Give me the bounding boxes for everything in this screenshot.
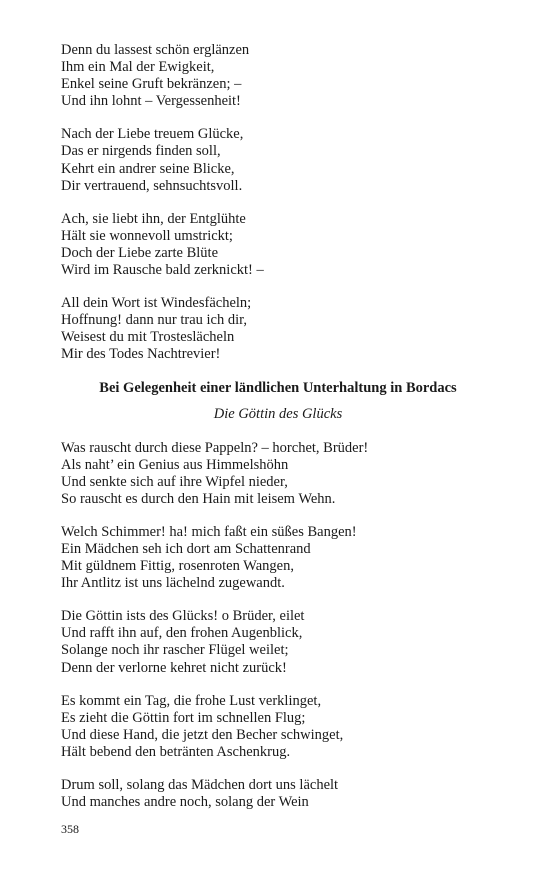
verse-line: Und ihn lohnt – Vergessenheit! xyxy=(61,93,241,110)
verse-line: Wird im Rausche bald zerknickt! – xyxy=(61,262,264,279)
verse-line: Solange noch ihr rascher Flügel weilet; xyxy=(61,642,289,659)
verse-line: Kehrt ein andrer seine Blicke, xyxy=(61,160,235,177)
stanza xyxy=(61,440,501,508)
verse-line: Mir des Todes Nachtrevier! xyxy=(61,346,221,363)
verse-line: Das er nirgends finden soll, xyxy=(61,143,221,160)
page-content xyxy=(61,42,501,827)
stanza xyxy=(61,777,501,811)
verse-line: Nach der Liebe treuem Glücke, xyxy=(61,126,244,143)
verse-line: Hoffnung! dann nur trau ich dir, xyxy=(61,312,247,329)
verse-line: Ach, sie liebt ihn, der Entglühte xyxy=(61,210,246,227)
verse-line: Es zieht die Göttin fort im schnellen Flug; xyxy=(61,709,306,726)
stanza xyxy=(61,524,501,592)
verse-line: So rauscht es durch den Hain mit leisem Wehn. xyxy=(61,490,336,507)
verse-line: Hält bebend den betränten Aschenkrug. xyxy=(61,743,291,760)
verse-line: Denn der verlorne kehret nicht zurück! xyxy=(61,659,287,676)
verse-line: Doch der Liebe zarte Blüte xyxy=(61,244,219,261)
verse-line: Und manches andre noch, solang der Wein xyxy=(61,794,309,811)
verse-line: Und diese Hand, die jetzt den Becher schwinget, xyxy=(61,726,344,743)
verse-line: Weisest du mit Trosteslächeln xyxy=(61,329,235,346)
poem-subtitle: Die Göttin des Glücks xyxy=(213,405,343,422)
stanza xyxy=(61,693,501,761)
verse-line: Mit güldnem Fittig, rosenroten Wangen, xyxy=(61,558,294,575)
verse-line: Ihm ein Mal der Ewigkeit, xyxy=(61,59,215,76)
stanza xyxy=(61,126,501,194)
verse-line: Welch Schimmer! ha! mich faßt ein süßes Bangen! xyxy=(61,523,357,540)
stanza xyxy=(61,42,501,110)
verse-line: Die Göttin ists des Glücks! o Brüder, eilet xyxy=(61,608,305,625)
verse-line: Dir vertrauend, sehnsuchtsvoll. xyxy=(61,177,243,194)
verse-line: Ihr Antlitz ist uns lächelnd zugewandt. xyxy=(61,575,285,592)
stanza xyxy=(61,295,501,363)
verse-line: Und rafft ihn auf, den frohen Augenblick, xyxy=(61,625,303,642)
verse-line: Enkel seine Gruft bekränzen; – xyxy=(61,76,242,93)
poem-title: Bei Gelegenheit einer ländlichen Unterhaltung in Bordacs xyxy=(99,379,457,396)
verse-line: Drum soll, solang das Mädchen dort uns lächelt xyxy=(61,777,339,793)
verse-line: Als naht’ ein Genius aus Himmelshöhn xyxy=(61,456,289,473)
verse-line: Es kommt ein Tag, die frohe Lust verklinget, xyxy=(61,692,322,709)
verse-line: Ein Mädchen seh ich dort am Schattenrand xyxy=(61,540,311,557)
verse-line: Was rauscht durch diese Pappeln? – horchet, Brüder! xyxy=(61,439,369,456)
verse-line: Hält sie wonnevoll umstrickt; xyxy=(61,227,233,244)
verse-line: Und senkte sich auf ihre Wipfel nieder, xyxy=(61,473,288,490)
poem-bordacs xyxy=(61,380,501,812)
poem-continued xyxy=(61,42,501,364)
stanza xyxy=(61,211,501,279)
verse-line: All dein Wort ist Windesfächeln; xyxy=(61,295,252,312)
page-number: 358 xyxy=(61,822,79,836)
verse-line: Denn du lassest schön erglänzen xyxy=(61,42,250,58)
stanza xyxy=(61,608,501,676)
